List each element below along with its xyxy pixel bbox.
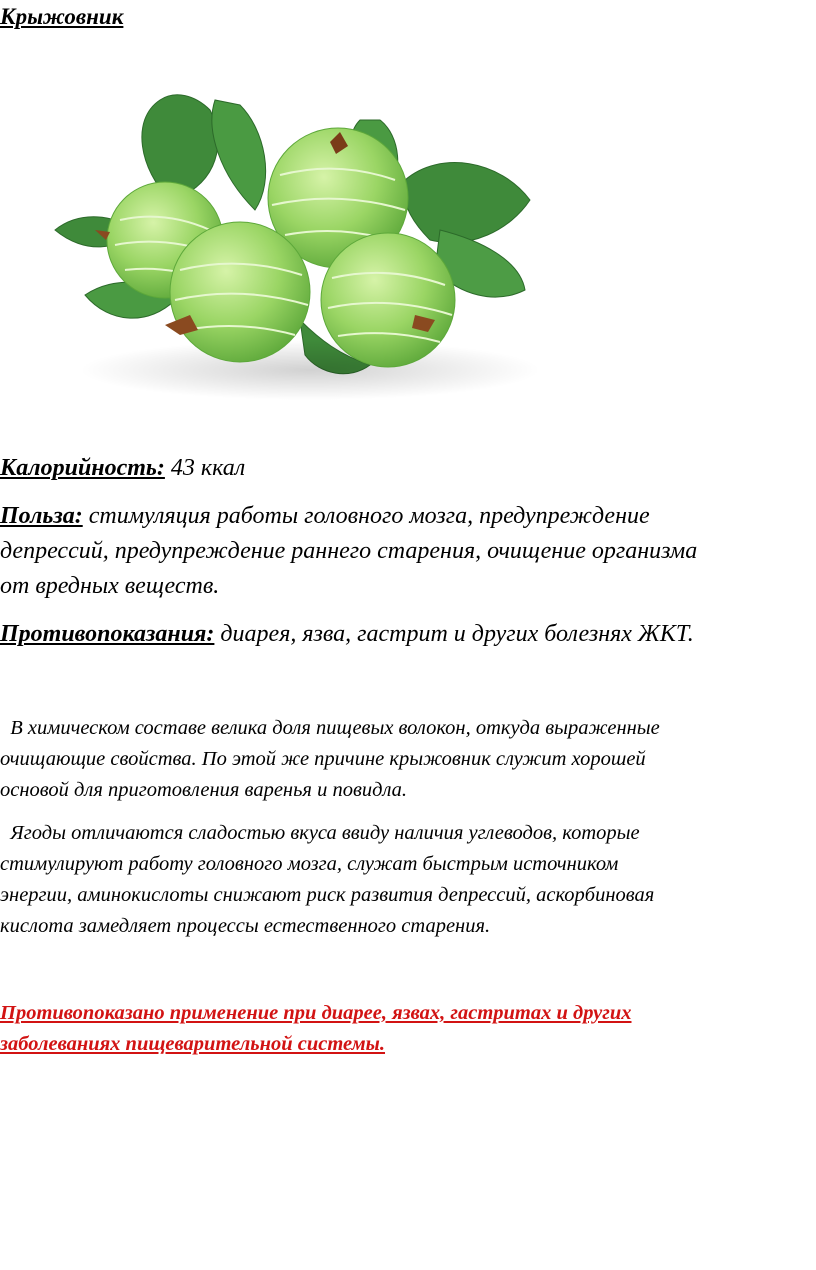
berries-line-2: стимулируют работу головного мозга, служат быстрым источником [0,853,619,875]
benefit-line-1 [0,500,816,533]
benefit-text-1: стимуляция работы головного мозга, предупреждение [88,503,650,529]
contraindications-value: диарея, язва, гастрит и других болезнях ЖКТ. [220,621,694,647]
contraindications-line [0,618,816,651]
gooseberry-image [40,80,580,410]
benefit-line-2: депрессий, предупреждение раннего старения, очищение организма [0,538,698,564]
composition-line-1: В химическом составе велика доля пищевых волокон, откуда выраженные [0,717,660,739]
contraindications-label: Противопоказания: [0,621,215,647]
warning-line-1: Противопоказано применение при диарее, язвах, гастритах и других [0,1002,632,1024]
berries-line-4: кислота замедляет процессы естественного старения. [0,915,491,937]
berries-line-3: энергии, аминокислоты снижают риск развития депрессий, аскорбиновая [0,884,655,906]
calories-value: 43 ккал [170,455,246,481]
composition-line-3: основой для приготовления варенья и повидла. [0,779,408,801]
page-title: Крыжовник [0,4,124,29]
calories-label: Калорийность: [0,455,165,481]
warning-line-2: заболеваниях пищеварительной системы. [0,1033,386,1055]
benefit-label: Польза: [0,503,83,529]
composition-line-2: очищающие свойства. По этой же причине крыжовник служит хорошей [0,748,646,770]
berry-bottom-right [321,233,455,367]
berries-line-1: Ягоды отличаются сладостью вкуса ввиду наличия углеводов, которые [0,822,640,844]
warning-text [0,998,800,1060]
benefit-line-3: от вредных веществ. [0,573,220,599]
calories-line [0,452,816,485]
